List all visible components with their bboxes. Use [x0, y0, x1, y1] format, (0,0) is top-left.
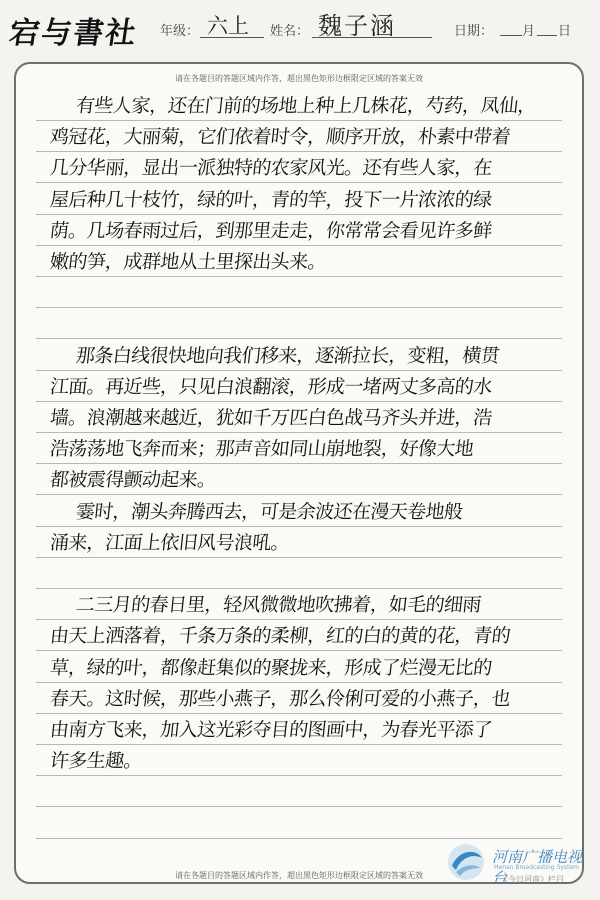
- name-underline: [312, 37, 432, 38]
- date-month-suffix: 月: [522, 24, 536, 39]
- handwritten-line: 由天上洒落着，千条万条的柔柳，红的白的黄的花，青的: [48, 625, 512, 647]
- date-label: 日期：: [454, 24, 494, 39]
- ruled-line: [36, 744, 562, 745]
- grade-value: 六上: [207, 14, 249, 38]
- ruled-line: [36, 276, 562, 277]
- ruled-line: [36, 307, 562, 308]
- ruled-line: [36, 370, 562, 371]
- ruled-line: [36, 401, 562, 402]
- top-notice: 请在各题目的答题区域内作答，超出黑色矩形边框限定区域的答案无效: [175, 74, 423, 83]
- date-day-blank: [537, 35, 557, 36]
- handwritten-line: [49, 280, 562, 306]
- handwritten-line: 江面。再近些，只见白浪翻滚，形成一堵两丈多高的水: [48, 376, 493, 398]
- ruled-line: [36, 713, 562, 714]
- ruled-line: [36, 682, 562, 683]
- ruled-line: [36, 120, 562, 121]
- broadcaster-english-name: Henan Broadcasting System: [494, 864, 580, 871]
- ruled-line: [36, 650, 562, 651]
- ruled-line: [36, 214, 562, 215]
- handwritten-line: 由南方飞来，加入这光彩夺目的图画中，为春光平添了: [48, 719, 493, 741]
- handwritten-line: 有些人家，还在门前的场地上种上几株花，芍药，凤仙，: [74, 95, 538, 117]
- ruled-line: [36, 557, 562, 558]
- name-label: 姓名：: [270, 24, 310, 39]
- handwritten-line: 浩荡荡地飞奔而来；那声音如同山崩地裂，好像大地: [48, 438, 475, 460]
- bottom-notice: 请在各题目的答题区域内作答，超出黑色矩形边框限定区域的答案无效: [175, 871, 423, 880]
- ruled-line: [36, 619, 562, 620]
- ruled-line: [36, 806, 562, 807]
- ruled-line: [36, 182, 562, 183]
- ruled-line: [36, 588, 562, 589]
- date-day-suffix: 日: [558, 24, 572, 39]
- ruled-line: [36, 494, 562, 495]
- handwritten-line: 涌来，江面上依旧风号浪吼。: [48, 532, 291, 554]
- broadcaster-logo-icon: [446, 842, 486, 882]
- handwritten-line: 那条白线很快地向我们移来，逐渐拉长，变粗，横贯: [74, 345, 501, 367]
- handwritten-line: [49, 561, 562, 587]
- ruled-line: [36, 432, 562, 433]
- handwritten-line: 嫩的笋，成群地从土里探出头来。: [48, 251, 328, 273]
- broadcaster-name: 河南广播电视台: [492, 848, 583, 887]
- handwritten-line: 墙。浪潮越来越近，犹如千万匹白色战马齐头并进，浩: [48, 407, 493, 429]
- handwritten-line: 许多生趣。: [48, 750, 144, 772]
- ruled-line: [36, 526, 562, 527]
- sheet-header: [0, 0, 600, 60]
- handwritten-line: 春天。这时候，那些小燕子，那么伶俐可爱的小燕子，也: [48, 688, 512, 710]
- grade-underline: [200, 37, 264, 38]
- broadcaster-watermark: [440, 842, 590, 888]
- grade-label: 年级：: [160, 24, 200, 39]
- handwritten-line: 鸡冠花，大丽菊，它们依着时令，顺序开放，朴素中带着: [48, 126, 512, 148]
- handwritten-line: 荫。几场春雨过后，到那里走走，你常常会看见许多鲜: [48, 220, 493, 242]
- handwritten-line: 都被震得颤动起来。: [48, 469, 217, 491]
- answer-sheet: [14, 62, 584, 884]
- ruled-line: [36, 245, 562, 246]
- ruled-line: [36, 151, 562, 152]
- handwritten-line: 屋后种几十枝竹，绿的叶，青的竿，投下一片浓浓的绿: [48, 189, 493, 211]
- brand-title: 宕与書社: [7, 16, 140, 51]
- handwritten-line: 霎时，潮头奔腾西去，可是余波还在漫天卷地般: [74, 501, 464, 523]
- handwritten-line: 几分华丽，显出一派独特的农家风光。还有些人家，在: [48, 157, 493, 179]
- program-name: 《今日河南》栏目: [500, 875, 564, 884]
- ruled-line: [36, 838, 562, 839]
- ruled-line: [36, 338, 562, 339]
- name-value: 魏子涵: [318, 12, 396, 40]
- handwritten-line: [49, 311, 562, 337]
- handwritten-line: 草，绿的叶，都像赶集似的聚拢来，形成了烂漫无比的: [48, 657, 493, 679]
- date-month-blank: [500, 35, 522, 36]
- handwritten-line: 二三月的春日里，轻风微微地吹拂着，如毛的细雨: [74, 594, 482, 616]
- ruled-line: [36, 775, 562, 776]
- ruled-line: [36, 463, 562, 464]
